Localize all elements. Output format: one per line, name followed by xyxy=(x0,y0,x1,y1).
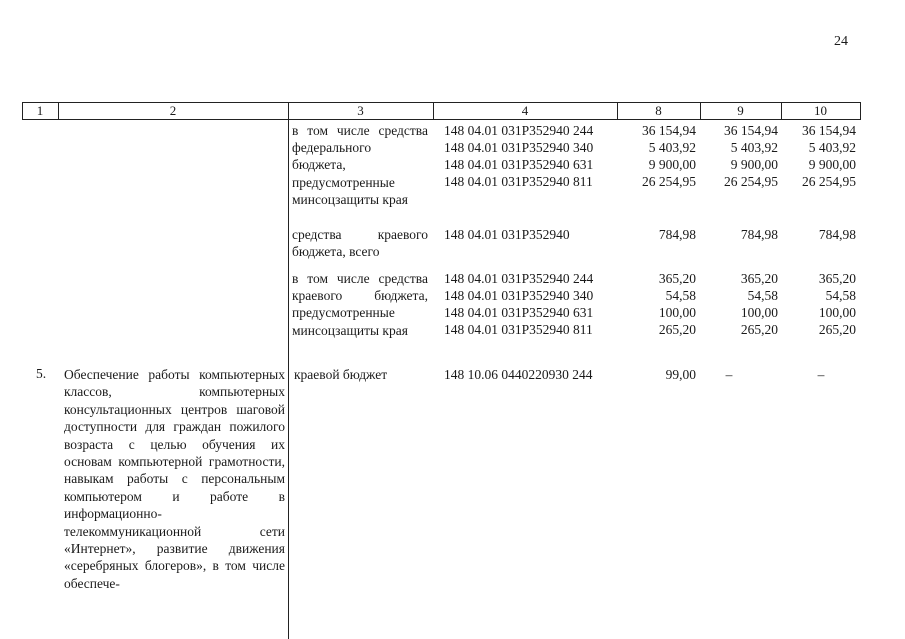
budget-code: 148 10.06 0440220930 244 xyxy=(444,367,593,382)
item-number: 5. xyxy=(36,366,47,381)
value-col-9: 9 900,00 xyxy=(730,157,778,172)
item-description: Обеспечение работы компьютерных классов, компьютерных консультационных центров шаговой доступности для граждан пожилого возраста с целью обучения их основам компьютерной грамотности, навыкам работы с персональным компьютером и работе в информационно-телекоммуникационной сети «Интернет», развитие движения «серебряных блогеров», в том числе обеспече- xyxy=(64,367,285,591)
value-col-9: 265,20 xyxy=(740,322,778,337)
budget-code: 148 04.01 031P352940 244 xyxy=(444,271,594,286)
value-col-8: 365,20 xyxy=(658,271,696,286)
header-col-1: 1 xyxy=(36,103,44,118)
value-col-10: 26 254,95 xyxy=(802,174,856,189)
value-col-10: 784,98 xyxy=(818,227,856,242)
value-col-8: 36 154,94 xyxy=(642,123,696,138)
value-col-8: 54,58 xyxy=(665,288,696,303)
value-col-8: 99,00 xyxy=(665,367,696,382)
budget-code: 148 04.01 031P352940 631 xyxy=(444,157,594,172)
header-bottom-border xyxy=(22,119,860,120)
value-col-10: 100,00 xyxy=(818,305,856,320)
budget-code: 148 04.01 031P352940 811 xyxy=(444,174,593,189)
header-col-4: 4 xyxy=(521,103,529,118)
header-col-9: 9 xyxy=(737,103,744,118)
value-col-9: 784,98 xyxy=(740,227,778,242)
value-col-9: 26 254,95 xyxy=(724,174,778,189)
value-col-9: 36 154,94 xyxy=(724,123,778,138)
value-col-10: 5 403,92 xyxy=(808,140,856,155)
funding-source-description: в том числе средства федерального бюджета, предусмотренные минсоцзащиты края xyxy=(292,123,428,207)
budget-code: 148 04.01 031P352940 811 xyxy=(444,322,593,337)
value-col-10: 9 900,00 xyxy=(808,157,856,172)
value-col-8: 9 900,00 xyxy=(648,157,696,172)
page-number: 24 xyxy=(834,34,848,49)
value-col-10: – xyxy=(817,367,825,382)
budget-code: 148 04.01 031P352940 340 xyxy=(444,288,594,303)
header-col-2: 2 xyxy=(169,103,177,118)
value-col-9: – xyxy=(725,367,733,382)
value-col-10: 36 154,94 xyxy=(802,123,856,138)
column-divider xyxy=(288,102,289,639)
budget-code: 148 04.01 031P352940 244 xyxy=(444,123,594,138)
budget-code: 148 04.01 031P352940 631 xyxy=(444,305,594,320)
value-col-8: 5 403,92 xyxy=(648,140,696,155)
value-col-8: 784,98 xyxy=(658,227,696,242)
value-col-9: 100,00 xyxy=(740,305,778,320)
funding-source-description: средства краевого бюджета, всего xyxy=(292,227,428,260)
value-col-8: 100,00 xyxy=(658,305,696,320)
header-col-3: 3 xyxy=(357,103,364,118)
budget-code: 148 04.01 031P352940 340 xyxy=(444,140,594,155)
value-col-8: 26 254,95 xyxy=(642,174,696,189)
value-col-8: 265,20 xyxy=(658,322,696,337)
header-col-8: 8 xyxy=(655,103,662,118)
header-col-10: 10 xyxy=(814,103,827,118)
value-col-9: 54,58 xyxy=(747,288,778,303)
value-col-10: 265,20 xyxy=(818,322,856,337)
column-divider xyxy=(860,102,861,120)
value-col-9: 365,20 xyxy=(740,271,778,286)
funding-source-label: краевой бюджет xyxy=(294,367,388,382)
value-col-10: 54,58 xyxy=(825,288,856,303)
budget-code: 148 04.01 031P352940 xyxy=(444,227,570,242)
funding-source-description: в том числе средства краевого бюджета, предусмотренные минсоцзащиты края xyxy=(292,271,428,338)
value-col-9: 5 403,92 xyxy=(730,140,778,155)
value-col-10: 365,20 xyxy=(818,271,856,286)
